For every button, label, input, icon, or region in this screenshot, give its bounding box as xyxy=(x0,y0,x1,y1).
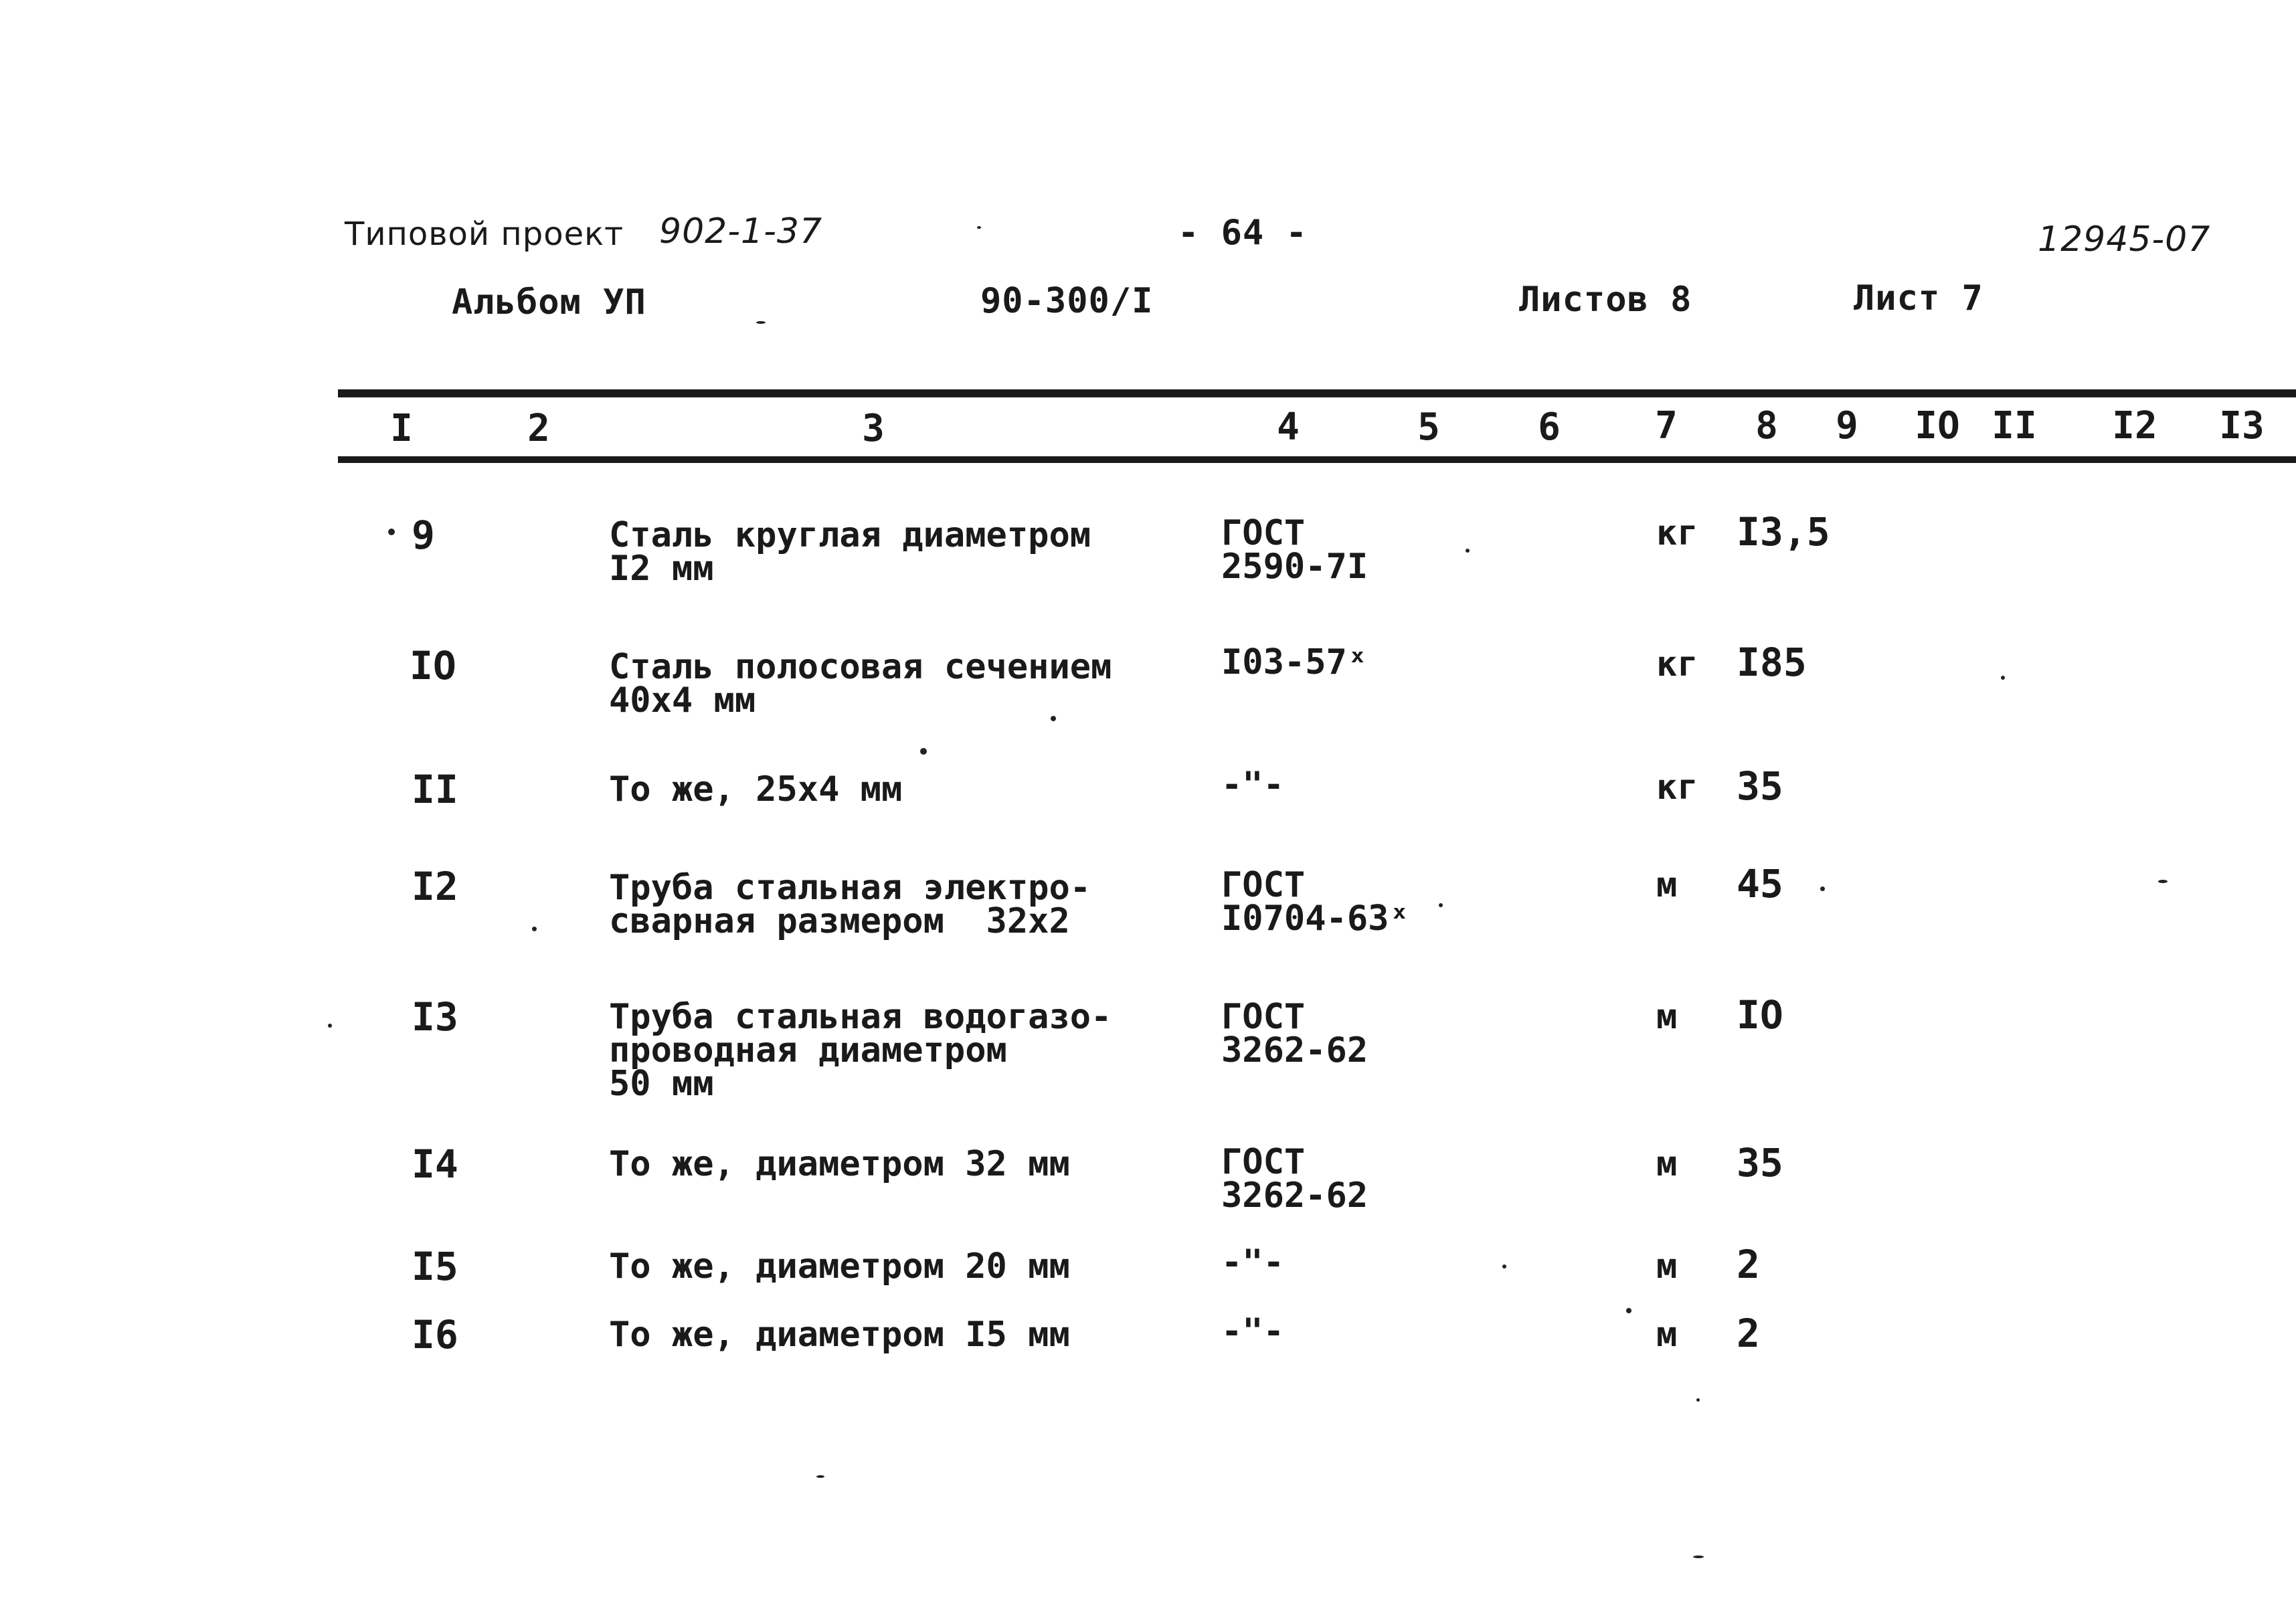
quantity: 2 xyxy=(1737,1311,1760,1356)
position-number: I5 xyxy=(412,1244,458,1289)
scan-speck xyxy=(388,529,395,535)
scan-speck xyxy=(977,226,981,229)
scan-speck xyxy=(1439,903,1443,907)
item-name: Труба стальная водогазо- проводная диаметром 50 мм xyxy=(609,997,1112,1104)
column-number: IO xyxy=(1915,404,1960,448)
reference-document: ГОСТ I0704-63ˣ xyxy=(1221,865,1410,939)
table-top-rule xyxy=(338,389,2296,397)
column-number: 5 xyxy=(1417,405,1440,449)
unit: м xyxy=(1656,1144,1678,1184)
reference-document: -"- xyxy=(1221,1242,1284,1283)
scan-speck xyxy=(532,927,537,931)
unit: м xyxy=(1656,1246,1678,1287)
reference-document: -"- xyxy=(1221,1311,1284,1351)
project-code: 902-1-37 xyxy=(659,211,823,252)
column-number: 6 xyxy=(1538,405,1561,449)
position-number: I3 xyxy=(412,994,458,1040)
position-number: I4 xyxy=(412,1141,458,1187)
scan-speck xyxy=(1466,549,1470,553)
scan-speck xyxy=(756,321,766,324)
item-name: То же, диаметром I5 мм xyxy=(609,1315,1070,1355)
column-number: 8 xyxy=(1755,404,1778,448)
reference-document: ГОСТ 3262-62 xyxy=(1221,1142,1368,1216)
quantity: 35 xyxy=(1737,1140,1783,1186)
reference-document: I03-57ˣ xyxy=(1221,642,1368,682)
item-name: То же, 25х4 мм xyxy=(609,769,903,810)
unit: м xyxy=(1656,1315,1678,1355)
scan-speck xyxy=(2158,880,2168,883)
column-number: 4 xyxy=(1277,405,1300,449)
column-number: 7 xyxy=(1655,404,1678,448)
position-number: I6 xyxy=(412,1312,458,1357)
scan-speck xyxy=(2001,676,2005,680)
scan-speck xyxy=(1051,716,1056,721)
quantity: 45 xyxy=(1737,861,1783,907)
column-number: II xyxy=(1992,404,2037,448)
sheet-number: Лист 7 xyxy=(1854,278,1983,318)
scan-speck xyxy=(1626,1308,1631,1313)
item-name: Труба стальная электро- сварная размером 32х2 xyxy=(609,868,1091,941)
album-label: Альбом УП xyxy=(452,282,646,322)
column-number: 2 xyxy=(527,407,550,450)
column-number: I2 xyxy=(2112,404,2157,448)
reference-document: -"- xyxy=(1221,765,1284,805)
scan-speck xyxy=(816,1475,824,1478)
column-number: 3 xyxy=(862,407,885,450)
item-name: То же, диаметром 32 мм xyxy=(609,1144,1070,1184)
project-label: Типовой проект xyxy=(345,215,624,253)
scan-speck xyxy=(328,1024,332,1028)
quantity: I85 xyxy=(1737,640,1807,685)
position-number: IO xyxy=(410,643,456,688)
column-number: I xyxy=(390,407,413,450)
sheets-total: Листов 8 xyxy=(1519,280,1692,320)
item-name: Сталь полосовая сечением 40х4 мм xyxy=(609,647,1112,721)
quantity: I3,5 xyxy=(1737,509,1830,555)
quantity: 35 xyxy=(1737,763,1783,809)
scan-speck xyxy=(1502,1264,1506,1268)
quantity: 2 xyxy=(1737,1242,1760,1287)
unit: кг xyxy=(1656,513,1698,553)
unit: м xyxy=(1656,865,1678,905)
item-name: То же, диаметром 20 мм xyxy=(609,1246,1070,1287)
scan-speck xyxy=(1820,886,1825,891)
document-number: 12945-07 xyxy=(2038,219,2211,260)
column-number: 9 xyxy=(1836,404,1858,448)
reference-document: ГОСТ 3262-62 xyxy=(1221,997,1368,1070)
scan-speck xyxy=(920,748,927,755)
reference-document: ГОСТ 2590-7I xyxy=(1221,513,1368,587)
scan-speck xyxy=(1696,1398,1700,1402)
column-number: I3 xyxy=(2219,404,2265,448)
page-number: - 64 - xyxy=(1178,213,1308,253)
position-number: 9 xyxy=(412,512,435,558)
unit: кг xyxy=(1656,767,1698,808)
unit: кг xyxy=(1656,644,1698,684)
position-number: II xyxy=(412,767,458,812)
unit: м xyxy=(1656,997,1678,1037)
scan-speck xyxy=(1693,1556,1704,1558)
table-header-rule xyxy=(338,456,2296,463)
quantity: IO xyxy=(1737,992,1783,1038)
spec-code: 90-300/I xyxy=(980,281,1154,321)
item-name: Сталь круглая диаметром I2 мм xyxy=(609,515,1091,589)
position-number: I2 xyxy=(412,864,458,909)
